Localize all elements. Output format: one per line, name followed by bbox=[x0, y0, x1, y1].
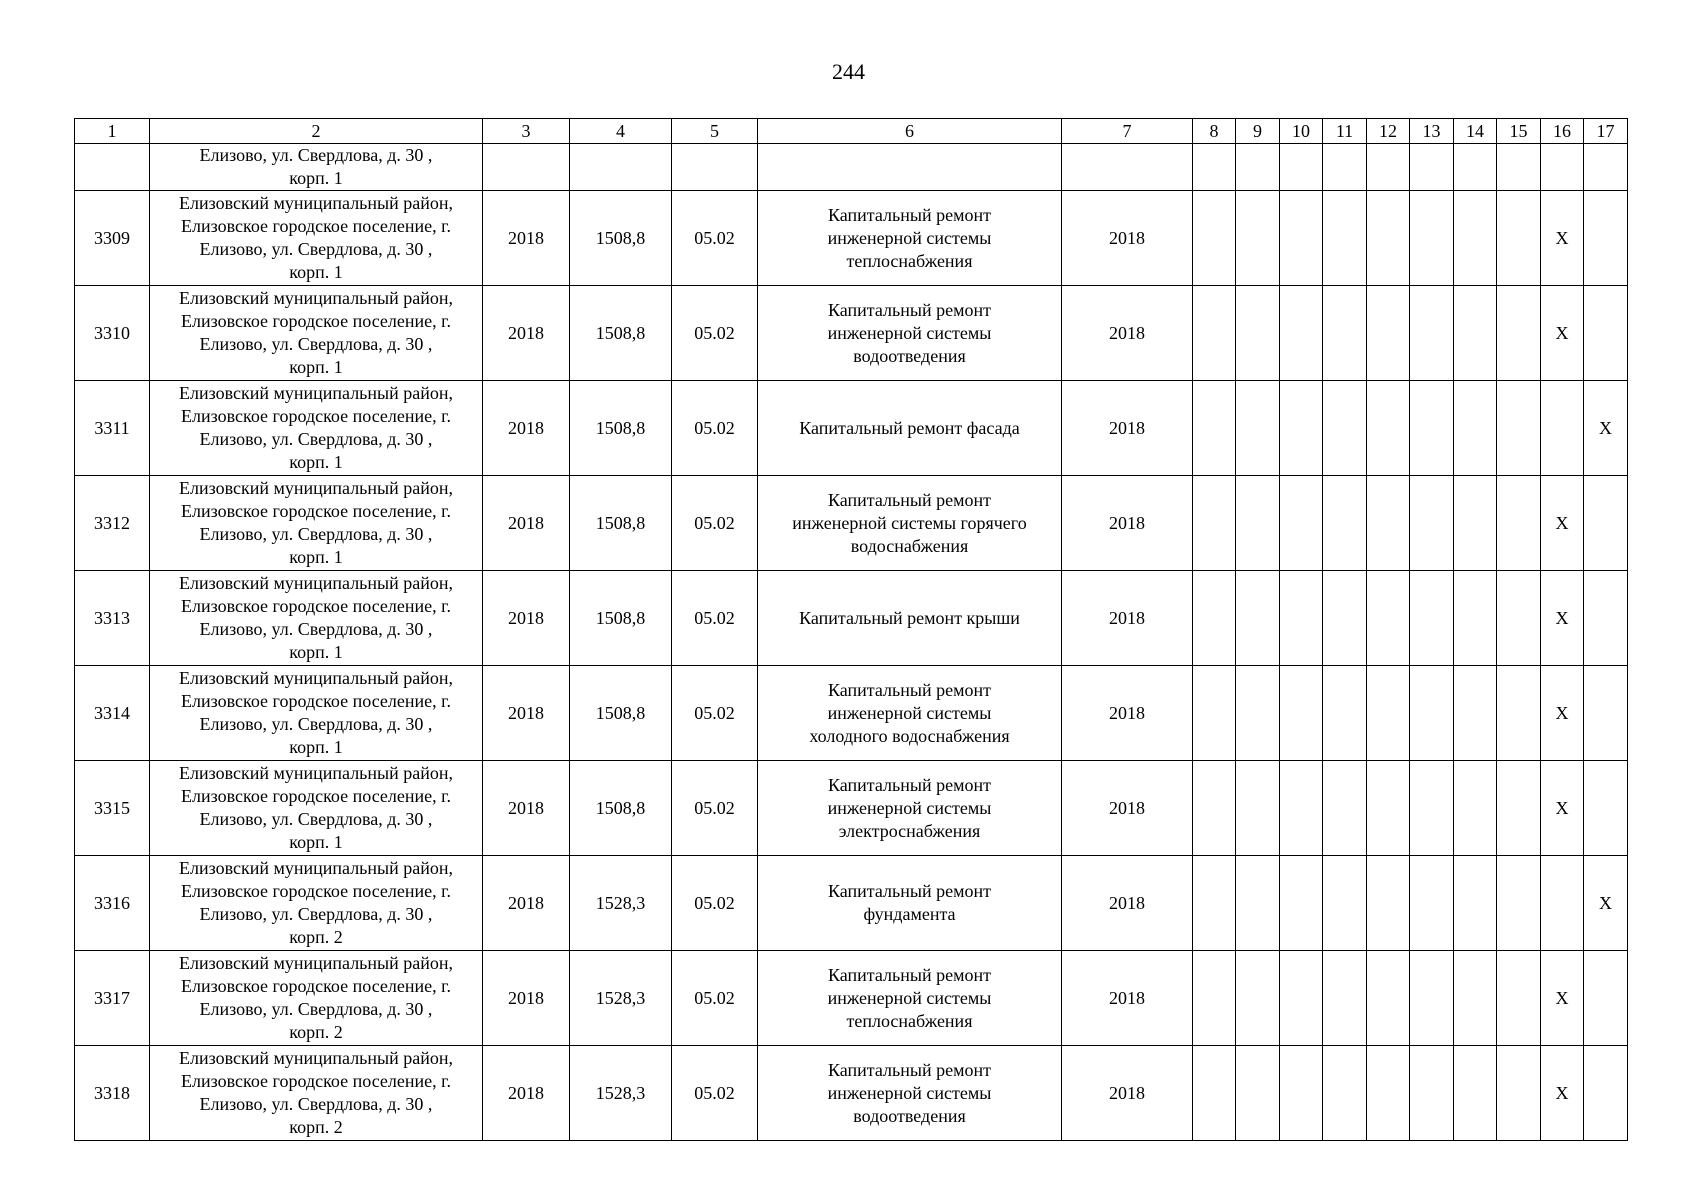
table-cell-col-2: Елизовский муниципальный район, Елизовское городское поселение, г. Елизово, ул. Свердлова, д. 30 , корп. 1 bbox=[150, 761, 483, 856]
column-header-2: 2 bbox=[150, 119, 483, 144]
table-cell-col-17: X bbox=[1584, 856, 1628, 951]
table-cell-col-17 bbox=[1584, 191, 1628, 286]
table-cell-col-3: 2018 bbox=[483, 191, 570, 286]
table-cell-col-12 bbox=[1367, 191, 1410, 286]
table-cell-col-10 bbox=[1280, 381, 1323, 476]
table-cell-col-4: 1508,8 bbox=[570, 381, 672, 476]
table-cell-col-10 bbox=[1280, 191, 1323, 286]
table-cell-col-6 bbox=[758, 144, 1062, 191]
table-cell-col-10 bbox=[1280, 951, 1323, 1046]
column-header-8: 8 bbox=[1193, 119, 1236, 144]
table-cell-col-14 bbox=[1454, 381, 1497, 476]
table-cell-col-12 bbox=[1367, 476, 1410, 571]
table-cell-col-17 bbox=[1584, 144, 1628, 191]
table-row bbox=[75, 191, 1628, 286]
table-cell-col-11 bbox=[1323, 666, 1367, 761]
table-cell-col-9 bbox=[1236, 571, 1280, 666]
table-cell-col-3: 2018 bbox=[483, 571, 570, 666]
table-cell-col-7: 2018 bbox=[1062, 951, 1193, 1046]
column-header-11: 11 bbox=[1323, 119, 1367, 144]
table-cell-col-4: 1528,3 bbox=[570, 856, 672, 951]
table-cell-col-12 bbox=[1367, 666, 1410, 761]
table-cell-col-11 bbox=[1323, 381, 1367, 476]
table-cell-col-11 bbox=[1323, 856, 1367, 951]
table-cell-col-10 bbox=[1280, 666, 1323, 761]
table-cell-col-3: 2018 bbox=[483, 476, 570, 571]
table-cell-col-17 bbox=[1584, 286, 1628, 381]
table-cell-col-1: 3310 bbox=[75, 286, 150, 381]
table-cell-col-3: 2018 bbox=[483, 381, 570, 476]
table-cell-col-15 bbox=[1497, 1046, 1541, 1141]
table-cell-col-8 bbox=[1193, 856, 1236, 951]
table-cell-col-14 bbox=[1454, 666, 1497, 761]
table-cell-col-6: Капитальный ремонт крыши bbox=[758, 571, 1062, 666]
table-cell-col-14 bbox=[1454, 951, 1497, 1046]
column-header-12: 12 bbox=[1367, 119, 1410, 144]
table-cell-col-7: 2018 bbox=[1062, 666, 1193, 761]
table-cell-col-7: 2018 bbox=[1062, 191, 1193, 286]
table-cell-col-13 bbox=[1410, 951, 1454, 1046]
table-cell-col-2: Елизово, ул. Свердлова, д. 30 , корп. 1 bbox=[150, 144, 483, 191]
table-cell-col-15 bbox=[1497, 951, 1541, 1046]
table-cell-col-10 bbox=[1280, 144, 1323, 191]
table-cell-col-1 bbox=[75, 144, 150, 191]
table-cell-col-13 bbox=[1410, 476, 1454, 571]
table-cell-col-5: 05.02 bbox=[672, 571, 758, 666]
table-cell-col-2: Елизовский муниципальный район, Елизовское городское поселение, г. Елизово, ул. Свердлова, д. 30 , корп. 1 bbox=[150, 286, 483, 381]
table-cell-col-10 bbox=[1280, 856, 1323, 951]
table-cell-col-7: 2018 bbox=[1062, 286, 1193, 381]
table-cell-col-7: 2018 bbox=[1062, 571, 1193, 666]
table-cell-col-12 bbox=[1367, 381, 1410, 476]
table-cell-col-10 bbox=[1280, 476, 1323, 571]
table-cell-col-15 bbox=[1497, 286, 1541, 381]
table-cell-col-14 bbox=[1454, 856, 1497, 951]
table-row-continuation bbox=[75, 144, 1628, 191]
table-cell-col-5: 05.02 bbox=[672, 191, 758, 286]
table-cell-col-5: 05.02 bbox=[672, 476, 758, 571]
table-row bbox=[75, 951, 1628, 1046]
table-cell-col-8 bbox=[1193, 191, 1236, 286]
table-cell-col-16: X bbox=[1541, 476, 1584, 571]
column-header-6: 6 bbox=[758, 119, 1062, 144]
table-row bbox=[75, 666, 1628, 761]
table-cell-col-7 bbox=[1062, 144, 1193, 191]
table-cell-col-9 bbox=[1236, 856, 1280, 951]
table-cell-col-4: 1508,8 bbox=[570, 286, 672, 381]
table-cell-col-14 bbox=[1454, 144, 1497, 191]
table-cell-col-4: 1508,8 bbox=[570, 666, 672, 761]
table-cell-col-10 bbox=[1280, 761, 1323, 856]
table-cell-col-4: 1508,8 bbox=[570, 571, 672, 666]
table-cell-col-6: Капитальный ремонт фасада bbox=[758, 381, 1062, 476]
table-cell-col-9 bbox=[1236, 476, 1280, 571]
column-header-13: 13 bbox=[1410, 119, 1454, 144]
table-cell-col-11 bbox=[1323, 951, 1367, 1046]
table-cell-col-16: X bbox=[1541, 951, 1584, 1046]
table-cell-col-12 bbox=[1367, 571, 1410, 666]
table-cell-col-11 bbox=[1323, 476, 1367, 571]
table-cell-col-8 bbox=[1193, 666, 1236, 761]
table-cell-col-2: Елизовский муниципальный район, Елизовское городское поселение, г. Елизово, ул. Свердлова, д. 30 , корп. 1 bbox=[150, 381, 483, 476]
table-cell-col-10 bbox=[1280, 571, 1323, 666]
table-cell-col-1: 3311 bbox=[75, 381, 150, 476]
table-cell-col-3: 2018 bbox=[483, 761, 570, 856]
table-cell-col-8 bbox=[1193, 476, 1236, 571]
table-cell-col-11 bbox=[1323, 571, 1367, 666]
table-cell-col-16 bbox=[1541, 856, 1584, 951]
table-cell-col-2: Елизовский муниципальный район, Елизовское городское поселение, г. Елизово, ул. Свердлова, д. 30 , корп. 2 bbox=[150, 856, 483, 951]
table-cell-col-12 bbox=[1367, 286, 1410, 381]
table-cell-col-14 bbox=[1454, 191, 1497, 286]
column-header-14: 14 bbox=[1454, 119, 1497, 144]
table-cell-col-14 bbox=[1454, 761, 1497, 856]
column-header-15: 15 bbox=[1497, 119, 1541, 144]
table-cell-col-3: 2018 bbox=[483, 1046, 570, 1141]
table-cell-col-6: Капитальный ремонт инженерной системы водоотведения bbox=[758, 286, 1062, 381]
column-header-5: 5 bbox=[672, 119, 758, 144]
table-row bbox=[75, 1046, 1628, 1141]
table-cell-col-2: Елизовский муниципальный район, Елизовское городское поселение, г. Елизово, ул. Свердлова, д. 30 , корп. 2 bbox=[150, 1046, 483, 1141]
table-cell-col-8 bbox=[1193, 951, 1236, 1046]
column-header-3: 3 bbox=[483, 119, 570, 144]
table-row bbox=[75, 761, 1628, 856]
table-cell-col-3 bbox=[483, 144, 570, 191]
table-cell-col-13 bbox=[1410, 144, 1454, 191]
table-cell-col-7: 2018 bbox=[1062, 856, 1193, 951]
table-cell-col-8 bbox=[1193, 381, 1236, 476]
table-cell-col-4: 1528,3 bbox=[570, 951, 672, 1046]
table-cell-col-7: 2018 bbox=[1062, 476, 1193, 571]
table-cell-col-2: Елизовский муниципальный район, Елизовское городское поселение, г. Елизово, ул. Свердлова, д. 30 , корп. 1 bbox=[150, 191, 483, 286]
table-cell-col-17: X bbox=[1584, 381, 1628, 476]
table-cell-col-3: 2018 bbox=[483, 951, 570, 1046]
table-cell-col-13 bbox=[1410, 666, 1454, 761]
table-cell-col-12 bbox=[1367, 951, 1410, 1046]
table-cell-col-8 bbox=[1193, 761, 1236, 856]
table-cell-col-5: 05.02 bbox=[672, 1046, 758, 1141]
column-header-1: 1 bbox=[75, 119, 150, 144]
table-cell-col-11 bbox=[1323, 144, 1367, 191]
table-cell-col-6: Капитальный ремонт инженерной системы теплоснабжения bbox=[758, 951, 1062, 1046]
table-row bbox=[75, 856, 1628, 951]
table-cell-col-10 bbox=[1280, 1046, 1323, 1141]
table-cell-col-13 bbox=[1410, 191, 1454, 286]
column-header-17: 17 bbox=[1584, 119, 1628, 144]
table-cell-col-1: 3314 bbox=[75, 666, 150, 761]
table-cell-col-16: X bbox=[1541, 191, 1584, 286]
table-cell-col-17 bbox=[1584, 476, 1628, 571]
table-cell-col-9 bbox=[1236, 191, 1280, 286]
table-row bbox=[75, 476, 1628, 571]
table-cell-col-15 bbox=[1497, 381, 1541, 476]
table-cell-col-10 bbox=[1280, 286, 1323, 381]
table-cell-col-16 bbox=[1541, 144, 1584, 191]
table-cell-col-8 bbox=[1193, 571, 1236, 666]
table-cell-col-16: X bbox=[1541, 761, 1584, 856]
table-cell-col-17 bbox=[1584, 666, 1628, 761]
table-cell-col-16 bbox=[1541, 381, 1584, 476]
column-header-16: 16 bbox=[1541, 119, 1584, 144]
table-cell-col-17 bbox=[1584, 571, 1628, 666]
table-cell-col-4: 1508,8 bbox=[570, 761, 672, 856]
table-cell-col-13 bbox=[1410, 571, 1454, 666]
table-cell-col-15 bbox=[1497, 856, 1541, 951]
table-cell-col-2: Елизовский муниципальный район, Елизовское городское поселение, г. Елизово, ул. Свердлова, д. 30 , корп. 1 bbox=[150, 666, 483, 761]
register-table bbox=[74, 118, 1628, 1141]
table-cell-col-4: 1508,8 bbox=[570, 476, 672, 571]
table-cell-col-15 bbox=[1497, 761, 1541, 856]
table-cell-col-8 bbox=[1193, 286, 1236, 381]
table-cell-col-13 bbox=[1410, 381, 1454, 476]
table-cell-col-2: Елизовский муниципальный район, Елизовское городское поселение, г. Елизово, ул. Свердлова, д. 30 , корп. 2 bbox=[150, 951, 483, 1046]
table-cell-col-15 bbox=[1497, 666, 1541, 761]
table-cell-col-13 bbox=[1410, 1046, 1454, 1141]
table-cell-col-8 bbox=[1193, 1046, 1236, 1141]
table-cell-col-11 bbox=[1323, 286, 1367, 381]
table-cell-col-1: 3317 bbox=[75, 951, 150, 1046]
table-cell-col-2: Елизовский муниципальный район, Елизовское городское поселение, г. Елизово, ул. Свердлова, д. 30 , корп. 1 bbox=[150, 476, 483, 571]
table-cell-col-1: 3318 bbox=[75, 1046, 150, 1141]
table-cell-col-6: Капитальный ремонт инженерной системы электроснабжения bbox=[758, 761, 1062, 856]
table-cell-col-9 bbox=[1236, 666, 1280, 761]
table-cell-col-16: X bbox=[1541, 571, 1584, 666]
table-cell-col-6: Капитальный ремонт инженерной системы горячего водоснабжения bbox=[758, 476, 1062, 571]
table-cell-col-15 bbox=[1497, 191, 1541, 286]
column-header-4: 4 bbox=[570, 119, 672, 144]
table-cell-col-1: 3309 bbox=[75, 191, 150, 286]
table-cell-col-15 bbox=[1497, 144, 1541, 191]
table-cell-col-6: Капитальный ремонт инженерной системы холодного водоснабжения bbox=[758, 666, 1062, 761]
table-cell-col-16: X bbox=[1541, 286, 1584, 381]
table-cell-col-5: 05.02 bbox=[672, 951, 758, 1046]
table-cell-col-13 bbox=[1410, 856, 1454, 951]
table-cell-col-3: 2018 bbox=[483, 856, 570, 951]
table-cell-col-1: 3312 bbox=[75, 476, 150, 571]
table-cell-col-8 bbox=[1193, 144, 1236, 191]
table-cell-col-5: 05.02 bbox=[672, 286, 758, 381]
table-cell-col-3: 2018 bbox=[483, 666, 570, 761]
table-cell-col-7: 2018 bbox=[1062, 761, 1193, 856]
table-cell-col-16: X bbox=[1541, 1046, 1584, 1141]
column-header-9: 9 bbox=[1236, 119, 1280, 144]
table-body bbox=[75, 119, 1628, 1141]
table-cell-col-6: Капитальный ремонт инженерной системы теплоснабжения bbox=[758, 191, 1062, 286]
table-cell-col-11 bbox=[1323, 191, 1367, 286]
table-cell-col-1: 3316 bbox=[75, 856, 150, 951]
table-cell-col-4 bbox=[570, 144, 672, 191]
table-cell-col-5: 05.02 bbox=[672, 381, 758, 476]
table-cell-col-11 bbox=[1323, 761, 1367, 856]
table-cell-col-9 bbox=[1236, 761, 1280, 856]
table-cell-col-5: 05.02 bbox=[672, 761, 758, 856]
table-cell-col-12 bbox=[1367, 144, 1410, 191]
table-cell-col-17 bbox=[1584, 1046, 1628, 1141]
table-row bbox=[75, 381, 1628, 476]
table-row bbox=[75, 286, 1628, 381]
table-cell-col-14 bbox=[1454, 286, 1497, 381]
table-cell-col-5 bbox=[672, 144, 758, 191]
table-cell-col-15 bbox=[1497, 476, 1541, 571]
table-cell-col-14 bbox=[1454, 476, 1497, 571]
table-cell-col-1: 3315 bbox=[75, 761, 150, 856]
table-cell-col-12 bbox=[1367, 761, 1410, 856]
column-header-10: 10 bbox=[1280, 119, 1323, 144]
table-cell-col-5: 05.02 bbox=[672, 856, 758, 951]
table-cell-col-9 bbox=[1236, 381, 1280, 476]
table-cell-col-1: 3313 bbox=[75, 571, 150, 666]
table-cell-col-6: Капитальный ремонт фундамента bbox=[758, 856, 1062, 951]
table-cell-col-11 bbox=[1323, 1046, 1367, 1141]
table-cell-col-3: 2018 bbox=[483, 286, 570, 381]
table-cell-col-2: Елизовский муниципальный район, Елизовское городское поселение, г. Елизово, ул. Свердлова, д. 30 , корп. 1 bbox=[150, 571, 483, 666]
table-cell-col-13 bbox=[1410, 286, 1454, 381]
table-row bbox=[75, 571, 1628, 666]
table-cell-col-9 bbox=[1236, 144, 1280, 191]
table-cell-col-7: 2018 bbox=[1062, 381, 1193, 476]
table-cell-col-4: 1528,3 bbox=[570, 1046, 672, 1141]
page-number: 244 bbox=[832, 59, 865, 84]
table-cell-col-17 bbox=[1584, 761, 1628, 856]
table-cell-col-15 bbox=[1497, 571, 1541, 666]
table-cell-col-14 bbox=[1454, 571, 1497, 666]
column-header-7: 7 bbox=[1062, 119, 1193, 144]
table-cell-col-5: 05.02 bbox=[672, 666, 758, 761]
table-cell-col-7: 2018 bbox=[1062, 1046, 1193, 1141]
table-cell-col-16: X bbox=[1541, 666, 1584, 761]
table-cell-col-9 bbox=[1236, 1046, 1280, 1141]
table-header-row bbox=[75, 119, 1628, 144]
table-cell-col-12 bbox=[1367, 856, 1410, 951]
table-cell-col-6: Капитальный ремонт инженерной системы водоотведения bbox=[758, 1046, 1062, 1141]
table-cell-col-14 bbox=[1454, 1046, 1497, 1141]
table-cell-col-12 bbox=[1367, 1046, 1410, 1141]
table-cell-col-13 bbox=[1410, 761, 1454, 856]
table-cell-col-17 bbox=[1584, 951, 1628, 1046]
table-cell-col-9 bbox=[1236, 286, 1280, 381]
table-cell-col-4: 1508,8 bbox=[570, 191, 672, 286]
table-cell-col-9 bbox=[1236, 951, 1280, 1046]
